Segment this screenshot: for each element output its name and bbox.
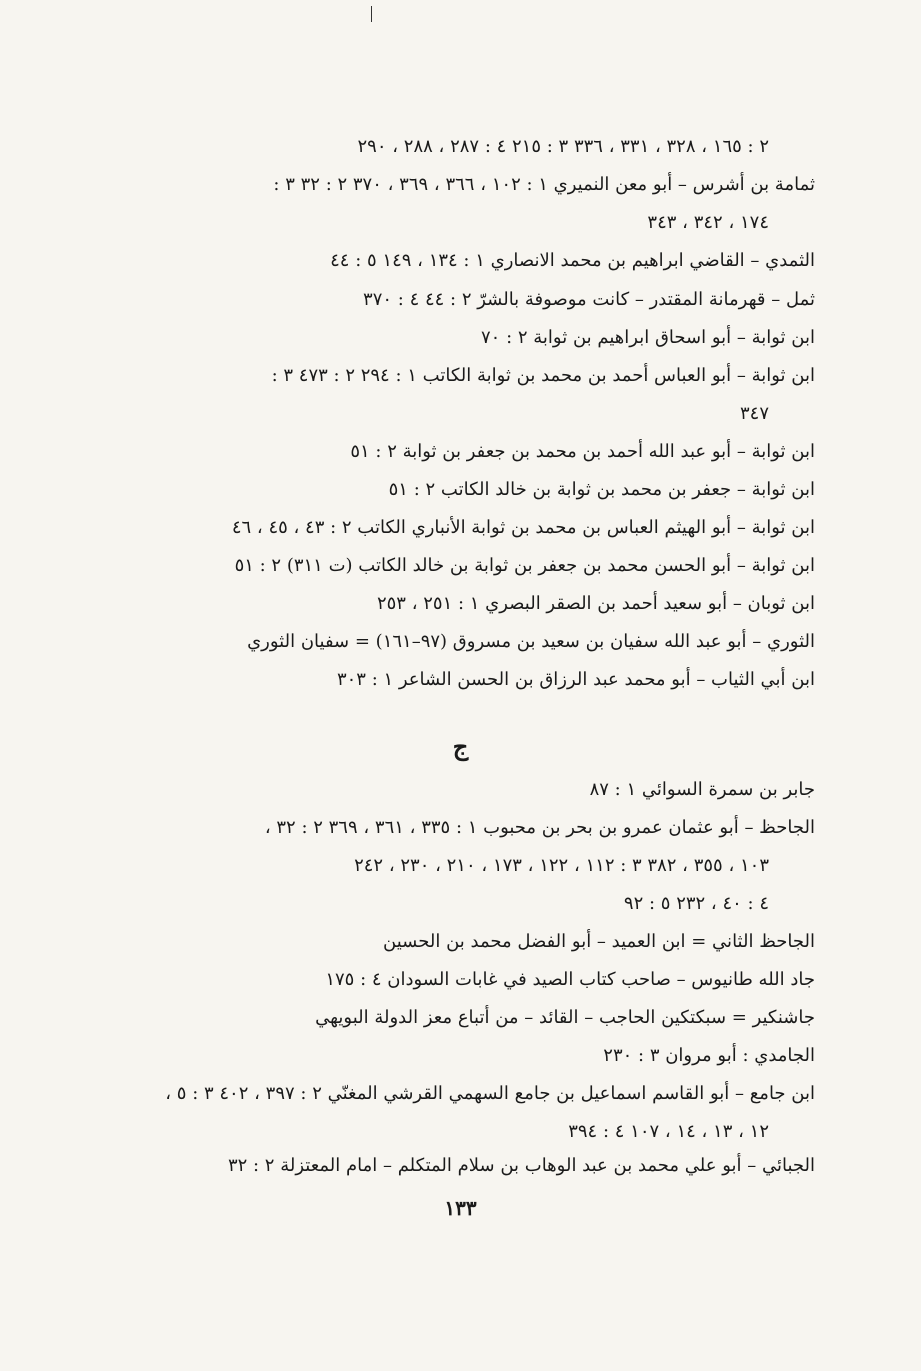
scan-mark (371, 6, 372, 22)
index-entry: ابن ثوابة – أبو الهيثم العباس بن محمد بن ثوابة الأنباري الكاتب ٢ : ٤٣ ، ٤٥ ، ٤٦ (231, 517, 815, 538)
index-entry: الجاحظ – أبو عثمان عمرو بن بحر بن محبوب ١ : ٣٣٥ ، ٣٦١ ، ٣٦٩ ٢ : ٣٢ ، (264, 817, 815, 838)
index-entry: ثمامة بن أشرس – أبو معن النميري ١ : ١٠٢ ، ٣٦٦ ، ٣٦٩ ، ٣٧٠ ٢ : ٣٢ ٣ : (273, 174, 815, 195)
index-entry-continuation: ٤ : ٤٠ ، ٢٣٢ ٥ : ٩٢ (623, 893, 769, 914)
index-entry: ابن ثوابة – أبو العباس أحمد بن محمد بن ثوابة الكاتب ١ : ٢٩٤ ٢ : ٤٧٣ ٣ : (271, 365, 815, 386)
index-entry: ثمل – قهرمانة المقتدر – كانت موصوفة بالشرّ ٢ : ٤٤ ٤ : ٣٧٠ (363, 289, 815, 310)
index-entry: الثمدي – القاضي ابراهيم بن محمد الانصاري ١ : ١٣٤ ، ١٤٩ ٥ : ٤٤ (330, 250, 815, 271)
index-entry: جابر بن سمرة السوائي ١ : ٨٧ (589, 779, 815, 800)
index-entry: جاد الله طانيوس – صاحب كتاب الصيد في غابات السودان ٤ : ١٧٥ (325, 969, 815, 990)
index-entry: جاشنكير = سبكتكين الحاجب – القائد – من أتباع معز الدولة البويهي (315, 1007, 815, 1028)
index-entry-continuation: ١٠٣ ، ٣٥٥ ، ٣٨٢ ٣ : ١١٢ ، ١٢٢ ، ١٧٣ ، ٢١٠ ، ٢٣٠ ، ٢٤٢ (354, 855, 769, 876)
index-entry: ابن ثوابة – أبو عبد الله أحمد بن محمد بن جعفر بن ثوابة ٢ : ٥١ (350, 441, 815, 462)
index-entry: ابن ثوابة – أبو اسحاق ابراهيم بن ثوابة ٢ : ٧٠ (481, 327, 815, 348)
index-entry: الجاحظ الثاني = ابن العميد – أبو الفضل محمد بن الحسين (383, 931, 815, 952)
index-entry-continuation: ٣٤٧ (739, 403, 769, 424)
index-entry: ابن جامع – أبو القاسم اسماعيل بن جامع السهمي القرشي المغنّي ٢ : ٣٩٧ ، ٤٠٢ ٣ : ٥ ، (165, 1083, 815, 1104)
index-entry: ابن ثوابة – أبو الحسن محمد بن جعفر بن ثوابة بن خالد الكاتب (ت ٣١١) ٢ : ٥١ (234, 555, 815, 576)
index-entry: ابن أبي الثياب – أبو محمد عبد الرزاق بن الحسن الشاعر ١ : ٣٠٣ (336, 669, 815, 690)
index-entry: الثوري – أبو عبد الله سفيان بن سعيد بن مسروق (٩٧–١٦١) = سفيان الثوري (247, 631, 815, 652)
index-entry: ابن ثوابة – جعفر بن محمد بن ثوابة بن خالد الكاتب ٢ : ٥١ (388, 479, 815, 500)
index-entry: الجبائي – أبو علي محمد بن عبد الوهاب بن سلام المتكلم – امام المعتزلة ٢ : ٣٢ (227, 1155, 815, 1176)
index-entry: الجامدي : أبو مروان ٣ : ٢٣٠ (603, 1045, 815, 1066)
index-entry-continuation: ٢ : ١٦٥ ، ٣٢٨ ، ٣٣١ ، ٣٣٦ ٣ : ٢١٥ ٤ : ٢٨٧ ، ٢٨٨ ، ٢٩٠ (357, 136, 769, 157)
section-heading-jim: ج (452, 732, 469, 761)
index-entry-continuation: ١٧٤ ، ٣٤٢ ، ٣٤٣ (647, 212, 769, 233)
index-entry: ابن ثوبان – أبو سعيد أحمد بن الصقر البصري ١ : ٢٥١ ، ٢٥٣ (376, 593, 815, 614)
page-number: ١٣٣ (444, 1196, 477, 1220)
index-entry-continuation: ١٢ ، ١٣ ، ١٤ ، ١٠٧ ٤ : ٣٩٤ (568, 1121, 769, 1142)
